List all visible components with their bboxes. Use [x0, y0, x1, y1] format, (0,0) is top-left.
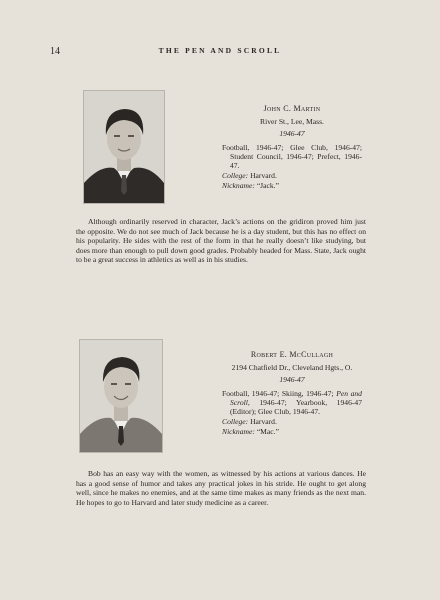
college-value: Harvard. [250, 417, 277, 427]
bio-paragraph: Bob has an easy way with the women, as witnessed by his actions at various dances. He has a good sense of humor and takes any practical jokes in his stride. He ought to get along well, since he makes no enemies, and at the same time makes as many friends as the next man. He hopes to go to Harvard and later study medicine as a career. [76, 469, 366, 507]
college-line [222, 417, 362, 426]
activities-text-2: 1946-47; Yearbook, 1946-47 (Editor); Glee Club, 1946-47. [230, 397, 362, 417]
portrait-photo [79, 339, 163, 453]
nickname-value: “Jack.” [256, 181, 279, 191]
nickname-line [222, 181, 362, 190]
bio-paragraph: Although ordinarily reserved in character, Jack’s actions on the gridiron proved him just the opposite. We do not see much of Jack because he is a day student, but this has no effect on his popularity. He sides with the rest of the form in that he really doesn’t like studying, but does more than enough to pull down good grades. Probably headed for Mass. State, Jack ought to be a great success in athletics as well as in his studies. [76, 217, 366, 265]
student-name: John C. Martin [263, 104, 321, 113]
page-number: 14 [50, 46, 60, 57]
activities-record [222, 143, 362, 171]
student-address: River St., Lee, Mass. [260, 117, 324, 127]
nickname-label: Nickname: [222, 427, 255, 437]
activities-text: Football, 1946-47; Skiing, 1946-47; [222, 388, 337, 398]
student-bio [222, 350, 362, 437]
running-head: THE PEN AND SCROLL [158, 46, 282, 55]
student-years: 1946-47 [279, 375, 305, 385]
college-label: College: [222, 171, 249, 181]
college-label: College: [222, 417, 249, 427]
college-line [222, 171, 362, 180]
activities-record [222, 389, 362, 417]
portrait-photo [83, 90, 165, 204]
nickname-value: “Mac.” [256, 427, 279, 437]
activities-text: Football, 1946-47; Glee Club, 1946-47; Student Council, 1946-47; Prefect, 1946-47. [222, 142, 362, 171]
student-bio [222, 104, 362, 191]
nickname-line [222, 427, 362, 436]
activities-italic: Pen and Scroll, [230, 388, 362, 407]
student-address: 2194 Chatfield Dr., Cleveland Hgts., O. [231, 363, 353, 373]
nickname-label: Nickname: [222, 181, 255, 191]
student-name: Robert E. McCullagh [250, 350, 334, 359]
college-value: Harvard. [250, 171, 277, 181]
student-years: 1946-47 [279, 129, 305, 139]
